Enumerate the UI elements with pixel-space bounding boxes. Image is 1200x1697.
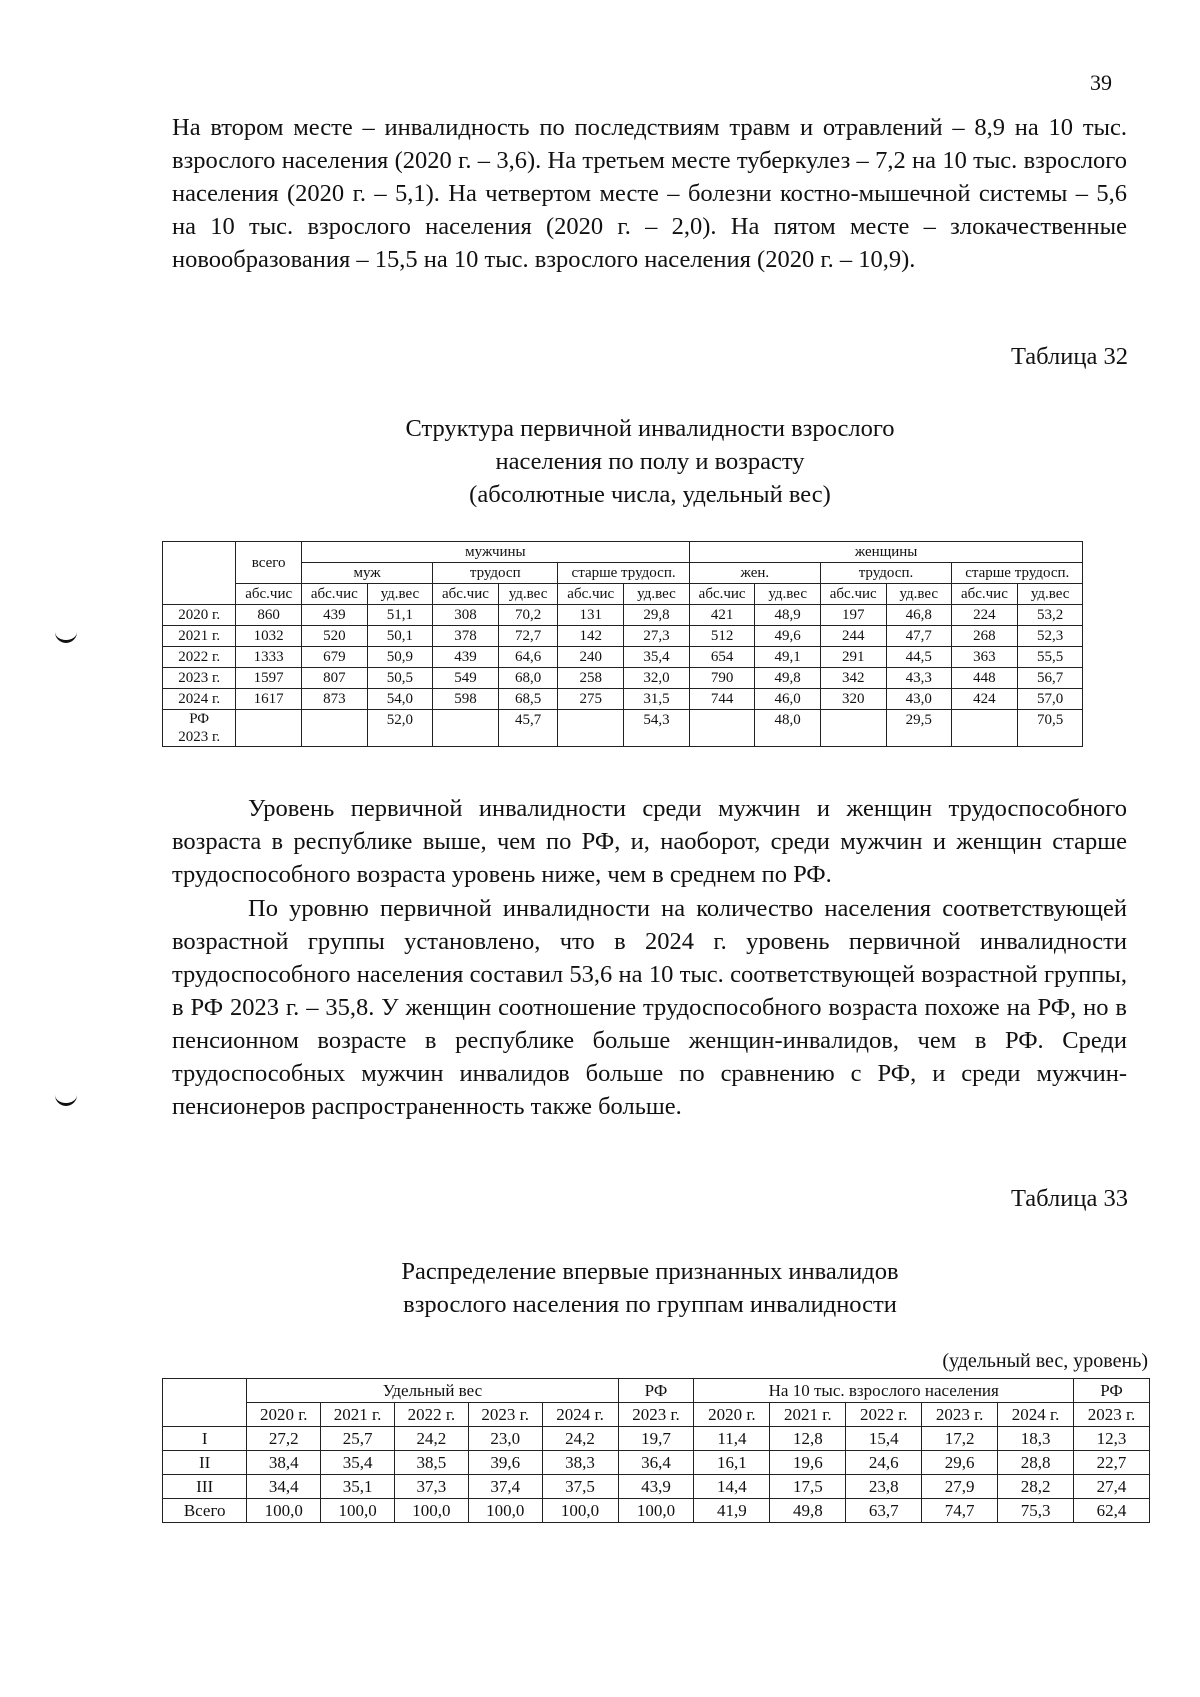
header-men: мужчины	[302, 542, 690, 563]
header-year: 2023 г.	[922, 1403, 998, 1427]
table-cell: 49,1	[755, 647, 820, 668]
table-cell: 54,3	[624, 710, 690, 747]
row-year: 2024 г.	[163, 689, 236, 710]
table-row	[163, 1451, 1150, 1475]
paragraph-intro: На втором месте – инвалидность по последствиям травм и отравлений – 8,9 на 10 тыс. взрослого населения (2020 г. – 3,6). На третьем месте туберкулез – 7,2 на 10 тыс. взрослого населения (2020 г. – 5,1). На четвертом месте – болезни костно-мышечной системы – 5,6 на 10 тыс. взрослого населения (2020 г. – 2,0). На пятом месте – злокачественные новообразования – 15,5 на 10 тыс. взрослого населения (2020 г. – 10,9).	[172, 114, 1127, 273]
table-row	[163, 1475, 1150, 1499]
header-women: женщины	[689, 542, 1083, 563]
header-row	[163, 542, 1146, 563]
table-cell: 37,4	[468, 1475, 542, 1499]
table-cell: 19,7	[618, 1427, 694, 1451]
table-cell: 48,9	[755, 605, 820, 626]
header-share: уд.вес	[498, 584, 558, 605]
table-cell: 100,0	[618, 1499, 694, 1523]
table-cell: 131	[558, 605, 624, 626]
table-32-caption	[300, 412, 1000, 511]
table-cell: 44,5	[886, 647, 951, 668]
header-abs: абс.чис	[952, 584, 1018, 605]
table-cell: 49,8	[770, 1499, 846, 1523]
table-row	[163, 605, 1146, 626]
table-cell: 100,0	[247, 1499, 321, 1523]
table-cell: 24,6	[846, 1451, 922, 1475]
table-cell: 16,1	[694, 1451, 770, 1475]
table-cell: 439	[302, 605, 368, 626]
table-cell: 52,3	[1017, 626, 1083, 647]
table-cell: 363	[952, 647, 1018, 668]
table-cell: 520	[302, 626, 368, 647]
table-cell	[558, 710, 624, 747]
table-cell: 57,0	[1017, 689, 1083, 710]
table-cell: 25,7	[321, 1427, 395, 1451]
table-cell: 378	[433, 626, 499, 647]
paragraph-ratio: По уровню первичной инвалидности на количество населения соответствующей возрастной группы установлено, что в 2024 г. уровень первичной инвалидности трудоспособного населения составил 53,6 на 10 тыс. соответствующей возрастной группы, в РФ 2023 г. – 35,8. У женщин соотношение трудоспособного возраста похоже на РФ, но в пенсионном возрасте в республике больше женщин-инвалидов, чем в РФ. Среди трудоспособных мужчин инвалидов больше по сравнению с РФ, и среди мужчин-пенсионеров распространенность также больше.	[172, 895, 1127, 1120]
header-per-10k: На 10 тыс. взрослого населения	[694, 1379, 1074, 1403]
table-cell: 34,4	[247, 1475, 321, 1499]
table-cell: 12,3	[1074, 1427, 1150, 1451]
table-cell: 15,4	[846, 1427, 922, 1451]
table-cell: 27,3	[624, 626, 690, 647]
header-share: уд.вес	[886, 584, 951, 605]
table-row-rf	[163, 710, 1146, 747]
table-cell: 24,2	[394, 1427, 468, 1451]
header-abs: абс.чис	[558, 584, 624, 605]
table-cell: 50,1	[367, 626, 432, 647]
caption-line: (абсолютные числа, удельный вес)	[469, 481, 831, 508]
caption-line: Структура первичной инвалидности взрослого	[405, 415, 895, 442]
table-cell: 27,2	[247, 1427, 321, 1451]
table-cell: 47,7	[886, 626, 951, 647]
row-group: I	[163, 1427, 247, 1451]
table-cell: 56,7	[1017, 668, 1083, 689]
table-row	[163, 689, 1146, 710]
header-year: 2020 г.	[247, 1403, 321, 1427]
table-cell: 19,6	[770, 1451, 846, 1475]
table-cell: 100,0	[542, 1499, 618, 1523]
table-cell: 28,8	[998, 1451, 1074, 1475]
header-share: уд.вес	[367, 584, 432, 605]
table-cell: 439	[433, 647, 499, 668]
paragraph-level: Уровень первичной инвалидности среди мужчин и женщин трудоспособного возраста в республике выше, чем по РФ, и, наоборот, среди мужчин и женщин старше трудоспособного возраста уровень ниже, чем в среднем по РФ.	[172, 795, 1127, 888]
table-cell: 50,9	[367, 647, 432, 668]
header-year: 2024 г.	[998, 1403, 1074, 1427]
row-year: 2022 г.	[163, 647, 236, 668]
table-33-caption	[300, 1255, 1000, 1321]
row-group: Всего	[163, 1499, 247, 1523]
table-cell: 51,1	[367, 605, 432, 626]
table-33	[162, 1378, 1150, 1523]
table-32	[162, 541, 1146, 747]
table-cell: 790	[689, 668, 755, 689]
header-year: 2023 г.	[1074, 1403, 1150, 1427]
table-cell: 63,7	[846, 1499, 922, 1523]
table-cell: 142	[558, 626, 624, 647]
scan-mark	[55, 630, 77, 643]
table-32-label: Таблица 32	[1010, 343, 1128, 370]
table-cell: 75,3	[998, 1499, 1074, 1523]
table-cell: 27,4	[1074, 1475, 1150, 1499]
header-row	[163, 584, 1146, 605]
table-cell: 46,0	[755, 689, 820, 710]
table-cell: 70,2	[498, 605, 558, 626]
table-cell: 320	[820, 689, 886, 710]
caption-line: населения по полу и возрасту	[495, 448, 805, 475]
header-abs: абс.чис	[820, 584, 886, 605]
rf-label-line: РФ	[189, 711, 210, 727]
table-cell	[433, 710, 499, 747]
table-cell: 744	[689, 689, 755, 710]
table-cell: 17,2	[922, 1427, 998, 1451]
table-cell: 421	[689, 605, 755, 626]
header-women-all: жен.	[689, 563, 820, 584]
header-share: Удельный вес	[247, 1379, 618, 1403]
header-row	[163, 1379, 1150, 1403]
header-row	[163, 1403, 1150, 1427]
header-abs: абс.чис	[433, 584, 499, 605]
table-cell: 240	[558, 647, 624, 668]
table-cell: 100,0	[394, 1499, 468, 1523]
table-cell: 68,0	[498, 668, 558, 689]
caption-line: Распределение впервые признанных инвалидов	[401, 1258, 899, 1285]
table-cell: 74,7	[922, 1499, 998, 1523]
table-cell: 342	[820, 668, 886, 689]
table-cell: 14,4	[694, 1475, 770, 1499]
header-row	[163, 563, 1146, 584]
table-cell: 27,9	[922, 1475, 998, 1499]
table-cell: 100,0	[321, 1499, 395, 1523]
table-cell: 62,4	[1074, 1499, 1150, 1523]
table-cell: 35,4	[321, 1451, 395, 1475]
header-year: 2020 г.	[694, 1403, 770, 1427]
table-cell: 31,5	[624, 689, 690, 710]
table-cell: 197	[820, 605, 886, 626]
header-abs: абс.чис	[689, 584, 755, 605]
table-cell: 43,9	[618, 1475, 694, 1499]
table-cell: 873	[302, 689, 368, 710]
table-cell: 55,5	[1017, 647, 1083, 668]
header-year: 2022 г.	[846, 1403, 922, 1427]
table-cell: 448	[952, 668, 1018, 689]
table-cell: 54,0	[367, 689, 432, 710]
row-group: III	[163, 1475, 247, 1499]
table-cell: 36,4	[618, 1451, 694, 1475]
table-cell: 100,0	[468, 1499, 542, 1523]
table-cell: 70,5	[1017, 710, 1083, 747]
table-row	[163, 668, 1146, 689]
table-cell: 72,7	[498, 626, 558, 647]
rf-label-line: 2023 г.	[178, 729, 221, 745]
table-cell: 1333	[236, 647, 302, 668]
header-share: уд.вес	[624, 584, 690, 605]
table-row	[163, 626, 1146, 647]
corner-cell	[163, 1379, 247, 1427]
header-men-work: трудосп	[433, 563, 558, 584]
table-cell: 1617	[236, 689, 302, 710]
header-abs: абс.чис	[302, 584, 368, 605]
table-cell: 32,0	[624, 668, 690, 689]
table-cell: 49,6	[755, 626, 820, 647]
table-cell: 17,5	[770, 1475, 846, 1499]
table-cell: 52,0	[367, 710, 432, 747]
corner-cell	[163, 542, 236, 605]
header-women-work: трудосп.	[820, 563, 951, 584]
table-cell: 654	[689, 647, 755, 668]
table-cell: 268	[952, 626, 1018, 647]
header-total: всего	[236, 542, 302, 584]
header-men-all: муж	[302, 563, 433, 584]
header-share: уд.вес	[755, 584, 820, 605]
table-cell: 258	[558, 668, 624, 689]
header-year: 2023 г.	[468, 1403, 542, 1427]
table-cell: 45,7	[498, 710, 558, 747]
table-cell: 244	[820, 626, 886, 647]
table-cell: 275	[558, 689, 624, 710]
table-cell: 22,7	[1074, 1451, 1150, 1475]
table-cell: 64,6	[498, 647, 558, 668]
table-cell: 224	[952, 605, 1018, 626]
table-cell: 46,8	[886, 605, 951, 626]
table-cell	[820, 710, 886, 747]
table-cell: 291	[820, 647, 886, 668]
header-rf: РФ	[1074, 1379, 1150, 1403]
table-cell: 598	[433, 689, 499, 710]
table-cell: 48,0	[755, 710, 820, 747]
table-cell	[689, 710, 755, 747]
table-cell: 679	[302, 647, 368, 668]
table-cell: 860	[236, 605, 302, 626]
header-year: 2022 г.	[394, 1403, 468, 1427]
table-cell: 39,6	[468, 1451, 542, 1475]
table-cell	[236, 710, 302, 747]
table-cell: 1032	[236, 626, 302, 647]
header-year: 2021 г.	[770, 1403, 846, 1427]
table-cell: 49,8	[755, 668, 820, 689]
table-cell: 28,2	[998, 1475, 1074, 1499]
table-cell: 11,4	[694, 1427, 770, 1451]
table-cell: 12,8	[770, 1427, 846, 1451]
table-cell	[952, 710, 1018, 747]
table-cell: 43,0	[886, 689, 951, 710]
header-year: 2021 г.	[321, 1403, 395, 1427]
table-cell: 53,2	[1017, 605, 1083, 626]
table-cell: 38,4	[247, 1451, 321, 1475]
table-cell: 38,3	[542, 1451, 618, 1475]
table-cell: 549	[433, 668, 499, 689]
table-cell: 23,8	[846, 1475, 922, 1499]
table-cell: 41,9	[694, 1499, 770, 1523]
header-women-older: старше трудосп.	[952, 563, 1083, 584]
header-share: уд.вес	[1017, 584, 1083, 605]
table-row	[163, 1427, 1150, 1451]
header-abs: абс.чис	[236, 584, 302, 605]
table-cell: 29,8	[624, 605, 690, 626]
table-cell: 807	[302, 668, 368, 689]
header-men-older: старше трудосп.	[558, 563, 689, 584]
table-cell: 38,5	[394, 1451, 468, 1475]
table-cell: 37,3	[394, 1475, 468, 1499]
table-cell	[302, 710, 368, 747]
table-cell: 424	[952, 689, 1018, 710]
row-group: II	[163, 1451, 247, 1475]
table-cell: 18,3	[998, 1427, 1074, 1451]
row-year: 2021 г.	[163, 626, 236, 647]
row-rf-label	[163, 710, 236, 747]
table-cell: 35,4	[624, 647, 690, 668]
table-cell: 24,2	[542, 1427, 618, 1451]
table-cell: 23,0	[468, 1427, 542, 1451]
table-cell: 68,5	[498, 689, 558, 710]
table-33-label: Таблица 33	[1010, 1185, 1128, 1212]
table-cell: 37,5	[542, 1475, 618, 1499]
table-row	[163, 1499, 1150, 1523]
header-rf: РФ	[618, 1379, 694, 1403]
row-year: 2023 г.	[163, 668, 236, 689]
table-cell: 29,6	[922, 1451, 998, 1475]
caption-line: взрослого населения по группам инвалидности	[403, 1291, 897, 1318]
table-cell: 29,5	[886, 710, 951, 747]
row-year: 2020 г.	[163, 605, 236, 626]
table-33-units: (удельный вес, уровень)	[942, 1350, 1148, 1372]
header-year: 2023 г.	[618, 1403, 694, 1427]
table-cell: 1597	[236, 668, 302, 689]
table-cell: 43,3	[886, 668, 951, 689]
header-year: 2024 г.	[542, 1403, 618, 1427]
page-number: 39	[1090, 70, 1112, 95]
table-row	[163, 647, 1146, 668]
table-cell: 35,1	[321, 1475, 395, 1499]
table-cell: 50,5	[367, 668, 432, 689]
scan-mark	[55, 1093, 77, 1106]
table-cell: 512	[689, 626, 755, 647]
table-cell: 308	[433, 605, 499, 626]
